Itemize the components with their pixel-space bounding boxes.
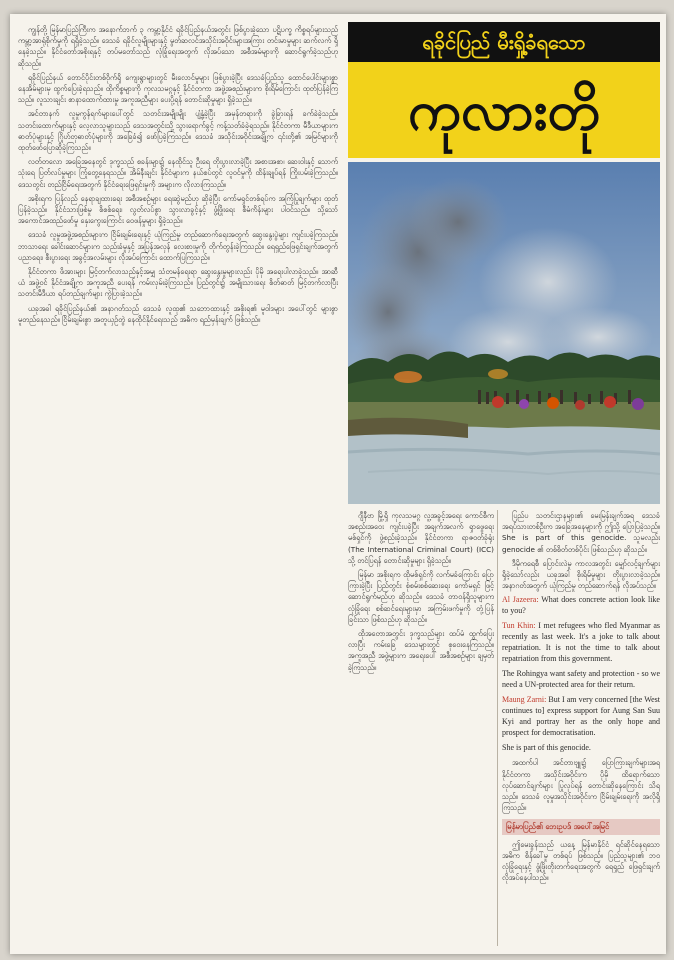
paragraph: ဒေသခံ လူမှုအဖွဲ့အစည်းများက ငြိမ်းချမ်းရေးနှင့် ယုံကြည်မှု တည်ဆောက်ရေးအတွက် ဆွေးနွေးပွဲများ ကျင်းပခဲ့ကြသည်။ ဘာသာရေး ခေါင်းဆောင်များက သည်းခံမှုနှင့် အပြန်အလှန် လေးစားမှုကို တိုက်တွန်းခဲ့ကြသည်။ ရေရှည်ဖြေရှင်းချက်အတွက် ပညာရေး၊ စီးပွားရေး အခွင့်အလမ်းများ လိုအပ်ကြောင်း ထောက်ပြကြသည်။ — [18, 230, 338, 262]
interview-speaker: Maung Zarni: — [502, 695, 547, 705]
interview-text: The Rohingya want safety and protection - so we need a UN-protected area for their return. — [502, 669, 660, 690]
article-left-column — [18, 24, 338, 946]
photo-image — [348, 162, 660, 504]
paragraph: ယခုအခါ ရခိုင်ပြည်နယ်၏ အနာဂတ်သည် ဒေသခံ လူထု၏ သဘောထားနှင့် အစိုးရ၏ မူဝါဒများ အပေါ်တွင် များစွာ မူတည်နေသည်။ ငြိမ်းချမ်းစွာ အတူယှဉ်တွဲ နေထိုင်နိုင်ရေးသည် အဓိက ရည်မှန်းချက် ဖြစ်သည်။ — [18, 303, 338, 324]
article-middle-column — [348, 510, 494, 946]
paragraph: အထက်ပါ အင်တာဗျူး၌ ပြောကြားချက်များအရ နိုင်ငံတကာ အသိုင်းအဝိုင်းက ပိုမို ထိရောက်သော လုပ်ဆောင်ချက်များ ပြုလုပ်ရန် တောင်းဆိုနေကြောင်း သိရသည်။ ဒေသခံ လူမှုအသိုင်းအဝိုင်းက ငြိမ်းချမ်းရေးကို အလိုရှိကြသည်။ — [502, 758, 660, 813]
paragraph: ဂျီနီဗာ မြို့ရှိ ကုလသမဂ္ဂ လူ့အခွင့်အရေး ကောင်စီက အစည်းအဝေး ကျင်းပခဲ့ပြီး အချက်အလက် ရှာဖွေရေး မစ်ရှင်ကို ဖွဲ့စည်းခဲ့သည်။ နိုင်ငံတကာ ရာဇဝတ်ခုံရုံး (The International Criminal Court) (ICC) သို့ တင်ပြရန် တောင်းဆိုမှုများ ရှိခဲ့သည်။ — [348, 511, 494, 565]
paragraph: အစိုးရက ပြန်လည် နေရာချထားရေး အစီအစဉ်များ ရေးဆွဲမည်ဟု ဆိုခဲ့ပြီး ကော်မရှင်တစ်ရပ်က အကြံပြုချက်များ ထုတ်ပြန်ခဲ့သည်။ နိုင်ငံသားဖြစ်မှု စိစစ်ရေး၊ လွတ်လပ်စွာ သွားလာခွင့်နှင့် ဖွံ့ဖြိုးရေး စီမံကိန်းများ ပါဝင်သည်။ သို့သော် အကောင်အထည်ဖော်မှု နှေးကွေးကြောင်း ဝေဖန်မှုများ ရှိခဲ့သည်။ — [18, 193, 338, 226]
paragraph: အင်တာနက် လူမှုကွန်ရက်များပေါ်တွင် သတင်းအမျိုးမျိုး ပျံ့နှံ့ခဲ့ပြီး အမှန်တရားကို ခွဲခြားရန် ခက်ခဲခဲ့သည်။ သတင်းထောက်များနှင့် လေ့လာသူများသည် ဒေသအတွင်းသို့ သွားရောက်ခွင့် ကန့်သတ်ခံခဲ့ရသည်။ နိုင်ငံတကာ မီဒီယာများက ဓာတ်ပုံများနှင့် ဂြိုဟ်တုဓာတ်ပုံများကို အခြေခံ၍ ဖော်ပြခဲ့ကြသည်။ ဒေသခံ အသိုင်းအဝိုင်းအချို့က ၎င်းတို့၏ အမြင်များကို ထုတ်ဖော်ပြောဆိုခဲ့ကြသည်။ — [18, 109, 338, 153]
interview-line — [502, 620, 660, 664]
interview-line — [502, 594, 660, 616]
interview-line — [502, 668, 660, 690]
interview-text: But I am very concerned [the West continues to] express support for Aung San Suu Kyi and portray her as the only hope and prospect for democratisation. — [502, 695, 660, 738]
paragraph: မြန်မာ အစိုးရက ထိုမစ်ရှင်ကို လက်မခံကြောင်း ပြောကြားခဲ့ပြီး ပြည်တွင်း စုံစမ်းစစ်ဆေးရေး ကော်မရှင် ဖြင့် ဆောင်ရွက်မည်ဟု ဆိုသည်။ ဒေသခံ တာဝန်ရှိသူများက လုံခြုံရေး စစ်ဆင်ရေးများမှာ အကြမ်းဖက်မှုကို တုံ့ပြန်ခြင်းသာ ဖြစ်သည်ဟု ဆိုသည်။ — [348, 570, 494, 624]
column-divider — [497, 510, 498, 946]
interview-line — [502, 694, 660, 738]
interview-speaker: Al Jazeera: — [502, 595, 539, 605]
magazine-page — [10, 14, 666, 954]
interview-speaker: Tun Khin: — [502, 621, 536, 631]
headline-main-line: ကုလားတို — [408, 78, 600, 142]
paragraph: လတ်တလော အခြေအနေတွင် ဒုက္ခသည် စခန်းများ၌ နေထိုင်သူ ဦးရေ တိုးပွားလာခဲ့ပြီး အစားအစာ၊ ဆေးဝါးနှင့် သောက်သုံးရေ ပြတ်လပ်မှုများ ကြုံတွေ့နေရသည်။ အိမ်နီးချင်း နိုင်ငံများက နယ်စပ်တွင် လူဝင်မှုကို ထိန်းချုပ်ရန် ကြိုးပမ်းခဲ့ကြသည်။ ဒေသတွင်း တည်ငြိမ်ရေးအတွက် နိုင်ငံရေးဖြေရှင်းမှုကို အများက လိုလားကြသည်။ — [18, 157, 338, 189]
interview-line — [502, 742, 660, 753]
paragraph: နိုင်ငံတကာ ဖိအားများ မြင့်တက်လာသည်နှင့်အမျှ သံတမန်ရေးရာ ဆွေးနွေးမှုများလည်း ပိုမို အရေးပါလာခဲ့သည်။ အာဆီယံ အဖွဲ့ဝင် နိုင်ငံအချို့က အကူအညီ ပေးရန် ကမ်းလှမ်းခဲ့ကြသည်။ ပြည်တွင်း၌ အမျိုးသားရေး စိတ်ဓာတ် မြင့်တက်လာပြီး သတင်းမီဒီယာ ရပ်တည်ချက်များ ကွဲပြားခဲ့သည်။ — [18, 267, 338, 299]
headline-top-line: ရခိုင်ပြည် မီးရှို့ခံရသော — [422, 30, 586, 54]
interview-text: She is part of this genocide. — [502, 743, 591, 753]
headline-banner — [348, 22, 660, 158]
interview-text: I met refugees who fled Myanmar as recently as last week. It's a joke to talk about repatriation. It is not the time to talk about repatriation from this government. — [502, 621, 660, 664]
section-subheading: မြန်မာပြည်၏ ဘေးဥပဒ် အပေါ်အမြင် — [502, 819, 660, 834]
paragraph: ကျွန်တို့ မြန်မာပြည်ကြီးက အနောက်ဘက် ၃ ကမ္ဘာ့နိုင်ငံ ရခိုင်ပြည်နယ်အတွင်း ဖြစ်ပွားခဲ့သော ပဋိပက္ခ ကိစ္စရပ်များသည် ကမ္ဘာ့အာရုံစိုက်မှုကို ရရှိခဲ့သည်။ ဒေသခံ ရခိုင်လူမျိုးများနှင့် မွတ်ဆလင်အသိုင်းအဝိုင်းများအကြား တင်းမာမှုများ ဆက်လက် ရှိနေခဲ့သည်။ နိုင်ငံတော်အစိုးရနှင့် တပ်မတော်သည် လုံခြုံရေးအတွက် လိုအပ်သော အစီအမံများကို ဆောင်ရွက်ခဲ့သည်ဟု ဆိုသည်။ — [18, 25, 338, 68]
article-right-column — [502, 510, 660, 946]
interview-text: What does concrete action look like to you? — [502, 595, 660, 616]
burning-village-photo — [348, 162, 660, 504]
paragraph: ဒီမိုကရေစီ ပြောင်းလဲမှု ကာလအတွင်း မျှော်လင့်ချက်များ ရှိခဲ့သော်လည်း ယခုအခါ စိုးရိမ်မှုများ တိုးပွားလာခဲ့သည်။ အနာဂတ်အတွက် ယုံကြည်မှု တည်ဆောက်ရန် လိုအပ်သည်။ — [502, 558, 660, 591]
paragraph: ဤမေးခွန်းသည် ယနေ့ မြန်မာနိုင်ငံ ရင်ဆိုင်နေရသော အဓိက စိန်ခေါ်မှု တစ်ရပ် ဖြစ်သည်။ ပြည်သူများ၏ ဘဝ လုံခြုံရေးနှင့် ဖွံ့ဖြိုးတိုးတက်ရေးအတွက် ရေရှည် ဖြေရှင်းချက် လိုအပ်နေပါသည်။ — [502, 839, 660, 883]
paragraph: ပြည်ပ သတင်းဌာနများ၏ မေးမြန်းချက်အရ ဒေသခံ အရပ်သားတစ်ဦးက အခြေအနေများကို ဤသို့ ပြောပြခဲ့သည်။ She is part of this genocide. သူမလည်း genocide ၏ တစ်စိတ်တစ်ပိုင်း ဖြစ်သည်ဟု ဆိုသည်။ — [502, 511, 660, 554]
paragraph: ထိုအတောအတွင်း ဒုက္ခသည်များ ထပ်မံ ထွက်ပြေးလာပြီး ကမ်းခြေ ဒေသများတွင် စုဝေးနေကြသည်။ အကူအညီ အဖွဲ့များက အရေးပေါ် အစီအစဉ်များ ချမှတ်ခဲ့ကြသည်။ — [348, 629, 494, 672]
paragraph: ရခိုင်ပြည်နယ် တောင်ပိုင်းတစ်ဝိုက်ရှိ ကျေးရွာများတွင် မီးလောင်မှုများ ဖြစ်ပွားခဲ့ပြီး ဒေသခံပြည်သူ ထောင်ပေါင်းများစွာ နေအိမ်များမှ ထွက်ပြေးခဲ့ရသည်။ ထိုကိစ္စများကို ကုလသမဂ္ဂနှင့် နိုင်ငံတကာ အဖွဲ့အစည်းများက စိုးရိမ်ကြောင်း ထုတ်ပြန်ခဲ့ကြသည်။ လူသားချင်း စာနာထောက်ထားမှု အကူအညီများ ပေးပို့ရန် တောင်းဆိုမှုများ ရှိခဲ့သည်။ — [18, 72, 338, 105]
